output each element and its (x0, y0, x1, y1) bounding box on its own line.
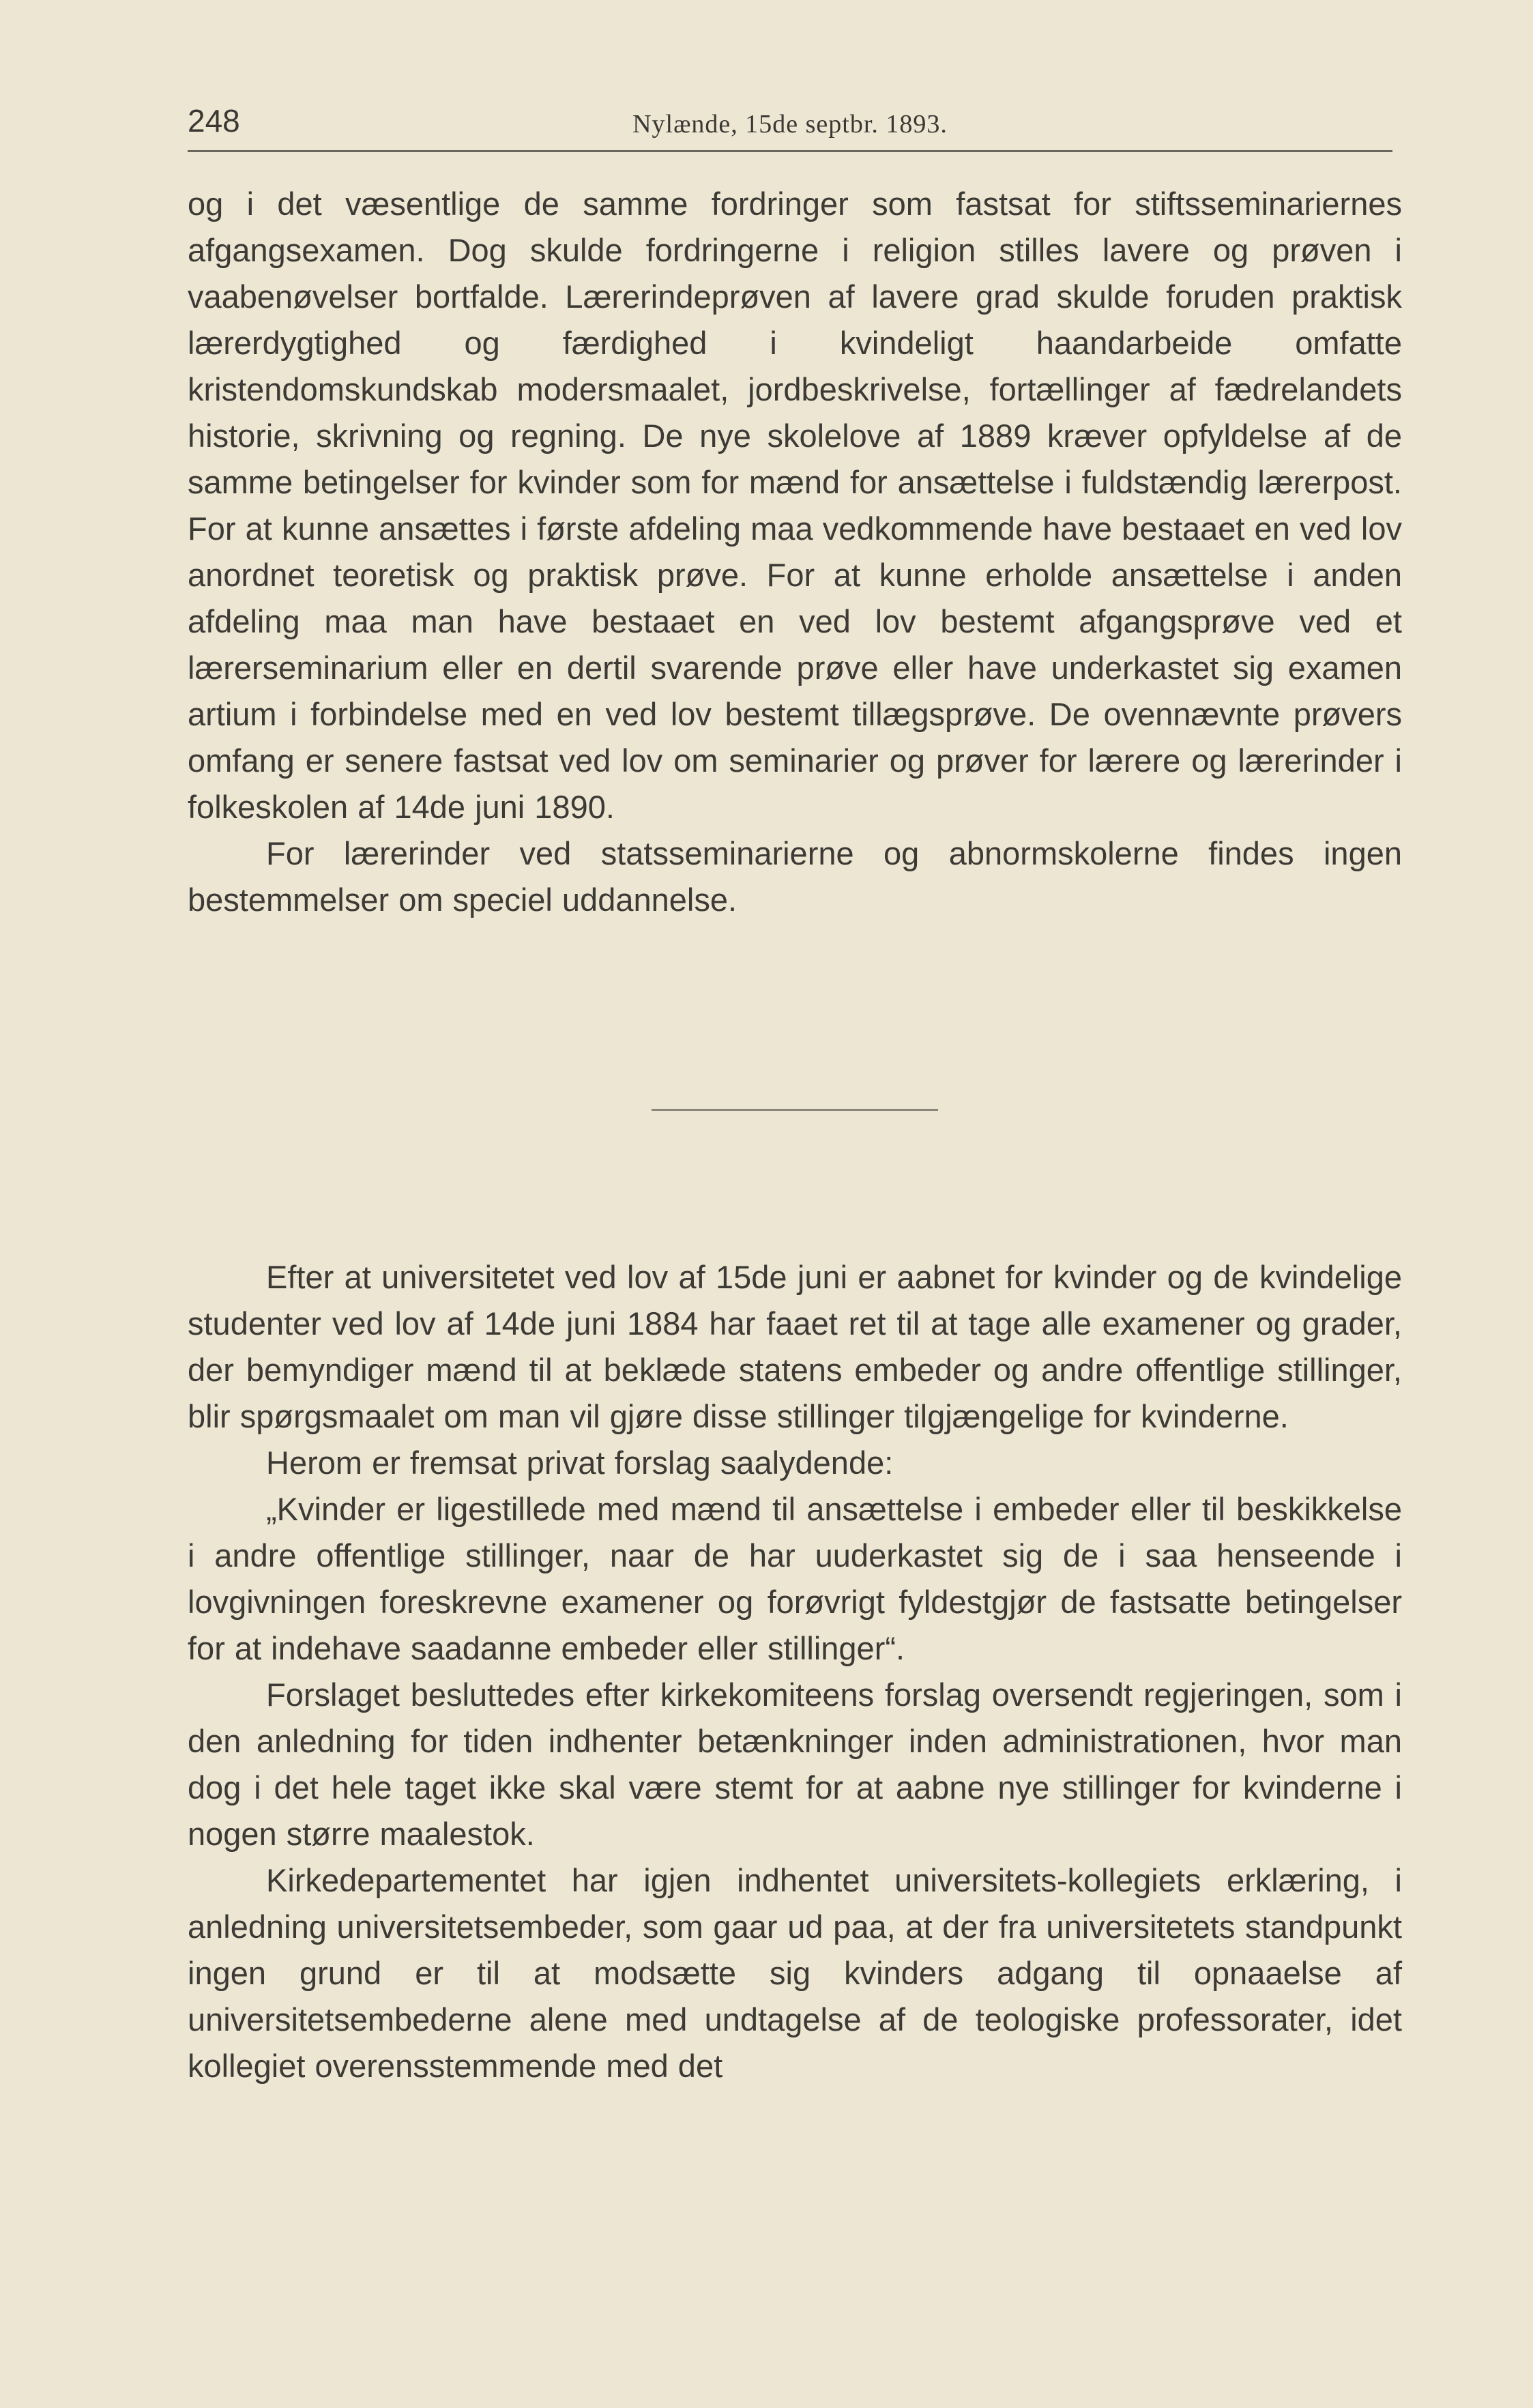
running-head: Nylænde, 15de septbr. 1893. (632, 110, 948, 139)
paragraph: For lærerinder ved statsseminarierne og abnormskolerne findes ingen bestemmelser om speciel uddannelse. (188, 835, 1402, 918)
paragraph: Herom er fremsat privat forslag saalydende: (266, 1445, 894, 1481)
quoted-proposal: „Kvinder er ligestillede med mænd til ansættelse i embeder eller til beskikkelse i andre offentlige stillinger, naar de har uuderkastet sig de i saa henseende i lovgivningen foreskrevne examener og forøvrigt fyldestgjør de fastsatte betingelser for at indehave saadanne embeder eller stillinger“. (188, 1491, 1402, 1666)
page-header (188, 102, 1392, 152)
paragraph: Forslaget besluttedes efter kirkekomiteens forslag oversendt regjeringen, som i den anledning for tiden indhenter betænkninger inden administrationen, hvor man dog i det hele taget ikke skal være stemt for at aabne nye stillinger for kvinderne i nogen større maalestok. (188, 1677, 1402, 1852)
paragraph: Efter at universitetet ved lov af 15de juni er aabnet for kvinder og de kvindelige studenter ved lov af 14de juni 1884 har faaet ret til at tage alle examener og grader, der bemyndiger mænd til at beklæde statens embeder og andre offentlige stillinger, blir spørgsmaalet om man vil gjøre disse stillinger tilgjængelige for kvinderne. (188, 1259, 1402, 1434)
paragraph: og i det væsentlige de samme fordringer som fastsat for stiftsseminariernes afgangsexamen. Dog skulde fordringerne i religion stilles lavere og prøven i vaabenøvelser bortfalde. Lærerindeprøven af lavere grad skulde foruden praktisk lærerdygtighed og færdighed i kvindeligt haandarbeide omfatte kristendomskundskab modersmaalet, jordbeskrivelse, fortællinger af fædrelandets historie, skrivning og regning. De nye skolelove af 1889 kræver opfyldelse af de samme betingelser for kvinder som for mænd for ansættelse i fuldstændig lærerpost. For at kunne ansættes i første afdeling maa vedkommende have bestaaet en ved lov anordnet teoretisk og praktisk prøve. For at kunne erholde ansættelse i anden afdeling maa man have bestaaet en ved lov bestemt afgangsprøve ved et lærerseminarium eller en dertil svarende prøve eller have underkastet sig examen artium i forbindelse med en ved lov bestemt tillægsprøve. De ovennævnte prøvers omfang er senere fastsat ved lov om seminarier og prøver for lærere og lærerinder i folkeskolen af 14de juni 1890. (188, 186, 1402, 825)
page-number: 248 (188, 103, 240, 139)
body-section-1 (188, 181, 1402, 923)
body-section-2 (188, 1254, 1402, 2089)
section-divider (652, 1109, 938, 1111)
paragraph: Kirkedepartementet har igjen indhentet universitets-kollegiets erklæring, i anledning universitetsembeder, som gaar ud paa, at der fra universitetets standpunkt ingen grund er til at modsætte sig kvinders adgang til opnaaelse af universitetsembederne alene med undtagelse af de teologiske professorater, idet kollegiet overensstemmende med det (188, 1862, 1402, 2084)
